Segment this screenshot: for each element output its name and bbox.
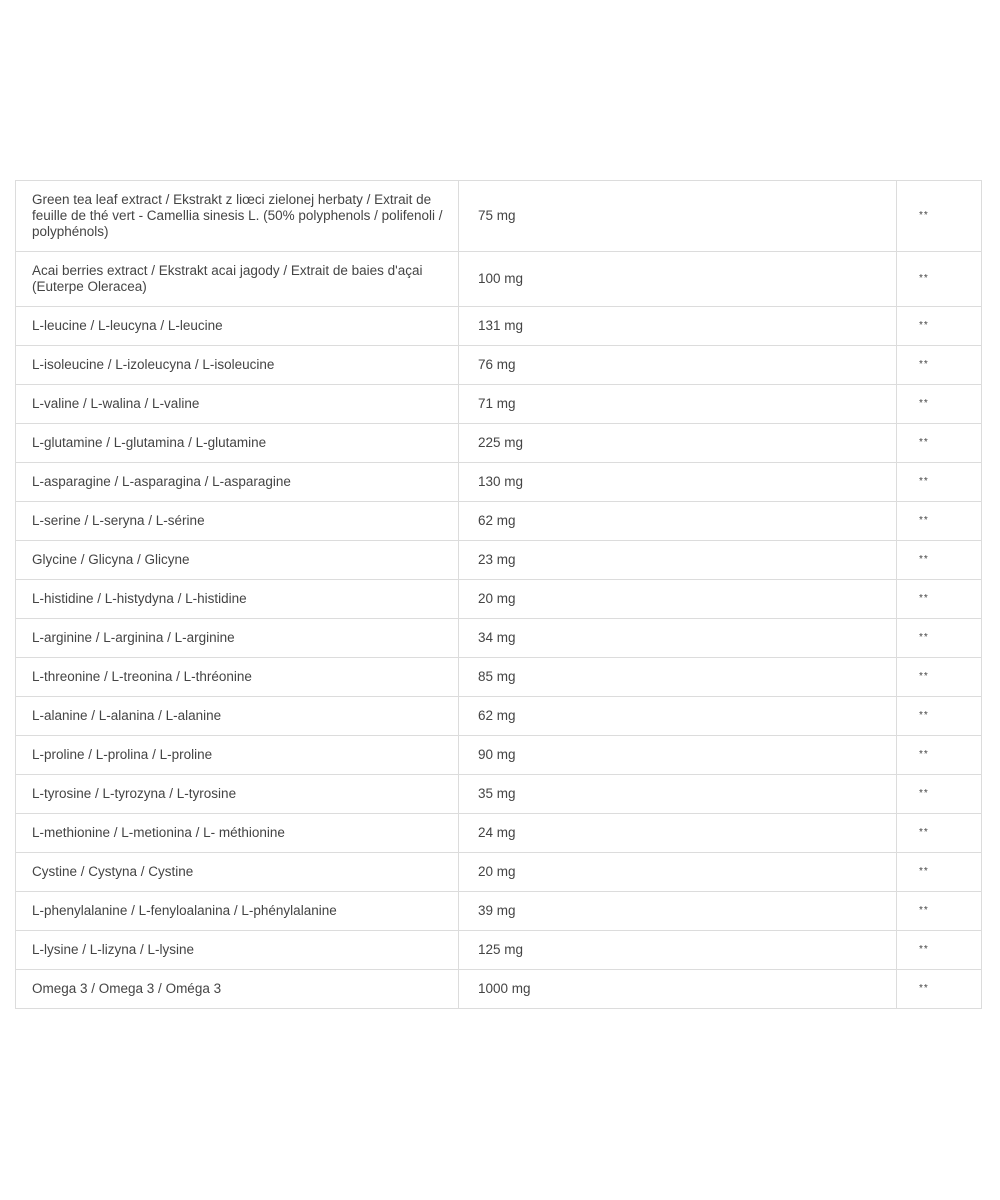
- ingredient-name: L-threonine / L-treonina / L-thréonine: [16, 658, 459, 697]
- ingredient-name: L-isoleucine / L-izoleucyna / L-isoleucine: [16, 346, 459, 385]
- table-row: [16, 814, 982, 853]
- reference-value-mark: **: [897, 463, 982, 502]
- ingredient-name: L-histidine / L-histydyna / L-histidine: [16, 580, 459, 619]
- ingredient-amount: 75 mg: [459, 181, 897, 252]
- ingredient-name: L-tyrosine / L-tyrozyna / L-tyrosine: [16, 775, 459, 814]
- table-row: [16, 541, 982, 580]
- reference-value-mark: **: [897, 931, 982, 970]
- reference-value-mark: **: [897, 697, 982, 736]
- reference-value-mark: **: [897, 424, 982, 463]
- ingredient-name: Omega 3 / Omega 3 / Oméga 3: [16, 970, 459, 1009]
- ingredient-amount: 71 mg: [459, 385, 897, 424]
- table-row: [16, 775, 982, 814]
- table-row: [16, 619, 982, 658]
- table-row: [16, 697, 982, 736]
- reference-value-mark: **: [897, 892, 982, 931]
- reference-value-mark: **: [897, 502, 982, 541]
- table-row: [16, 931, 982, 970]
- ingredient-amount: 35 mg: [459, 775, 897, 814]
- ingredient-name: L-proline / L-prolina / L-proline: [16, 736, 459, 775]
- reference-value-mark: **: [897, 252, 982, 307]
- ingredient-amount: 20 mg: [459, 853, 897, 892]
- table-row: [16, 580, 982, 619]
- table-row: [16, 892, 982, 931]
- reference-value-mark: **: [897, 346, 982, 385]
- ingredient-name: Green tea leaf extract / Ekstrakt z liœci zielonej herbaty / Extrait de feuille de thé vert - Camellia sinesis L. (50% polyphenols / polifenoli / polyphénols): [16, 181, 459, 252]
- ingredient-name: L-valine / L-walina / L-valine: [16, 385, 459, 424]
- reference-value-mark: **: [897, 970, 982, 1009]
- reference-value-mark: **: [897, 658, 982, 697]
- ingredient-amount: 225 mg: [459, 424, 897, 463]
- ingredient-amount: 100 mg: [459, 252, 897, 307]
- ingredient-name: Cystine / Cystyna / Cystine: [16, 853, 459, 892]
- table-row: [16, 853, 982, 892]
- reference-value-mark: **: [897, 181, 982, 252]
- table-row: [16, 346, 982, 385]
- table-row: [16, 252, 982, 307]
- ingredient-amount: 39 mg: [459, 892, 897, 931]
- ingredient-name: L-leucine / L-leucyna / L-leucine: [16, 307, 459, 346]
- ingredient-name: L-serine / L-seryna / L-sérine: [16, 502, 459, 541]
- table-row: [16, 307, 982, 346]
- ingredient-amount: 131 mg: [459, 307, 897, 346]
- ingredient-amount: 90 mg: [459, 736, 897, 775]
- reference-value-mark: **: [897, 853, 982, 892]
- ingredient-amount: 20 mg: [459, 580, 897, 619]
- table-row: [16, 424, 982, 463]
- ingredient-amount: 76 mg: [459, 346, 897, 385]
- ingredient-amount: 34 mg: [459, 619, 897, 658]
- ingredient-amount: 1000 mg: [459, 970, 897, 1009]
- reference-value-mark: **: [897, 619, 982, 658]
- reference-value-mark: **: [897, 385, 982, 424]
- ingredient-name: L-alanine / L-alanina / L-alanine: [16, 697, 459, 736]
- table-row: [16, 385, 982, 424]
- ingredient-name: Glycine / Glicyna / Glicyne: [16, 541, 459, 580]
- reference-value-mark: **: [897, 736, 982, 775]
- reference-value-mark: **: [897, 307, 982, 346]
- ingredient-amount: 62 mg: [459, 697, 897, 736]
- ingredient-name: L-lysine / L-lizyna / L-lysine: [16, 931, 459, 970]
- ingredient-amount: 62 mg: [459, 502, 897, 541]
- reference-value-mark: **: [897, 775, 982, 814]
- table-row: [16, 658, 982, 697]
- reference-value-mark: **: [897, 541, 982, 580]
- ingredient-name: L-glutamine / L-glutamina / L-glutamine: [16, 424, 459, 463]
- ingredient-name: Acai berries extract / Ekstrakt acai jagody / Extrait de baies d'açai (Euterpe Oleracea): [16, 252, 459, 307]
- reference-value-mark: **: [897, 814, 982, 853]
- ingredient-amount: 130 mg: [459, 463, 897, 502]
- ingredient-name: L-arginine / L-arginina / L-arginine: [16, 619, 459, 658]
- ingredient-name: L-phenylalanine / L-fenyloalanina / L-phénylalanine: [16, 892, 459, 931]
- table-row: [16, 970, 982, 1009]
- table-row: [16, 502, 982, 541]
- table-row: [16, 463, 982, 502]
- reference-value-mark: **: [897, 580, 982, 619]
- table-row: [16, 736, 982, 775]
- table-row: [16, 181, 982, 252]
- ingredients-table: [15, 180, 982, 1009]
- ingredient-name: L-asparagine / L-asparagina / L-asparagine: [16, 463, 459, 502]
- ingredient-amount: 125 mg: [459, 931, 897, 970]
- ingredient-name: L-methionine / L-metionina / L- méthionine: [16, 814, 459, 853]
- ingredient-amount: 23 mg: [459, 541, 897, 580]
- ingredient-amount: 24 mg: [459, 814, 897, 853]
- ingredient-amount: 85 mg: [459, 658, 897, 697]
